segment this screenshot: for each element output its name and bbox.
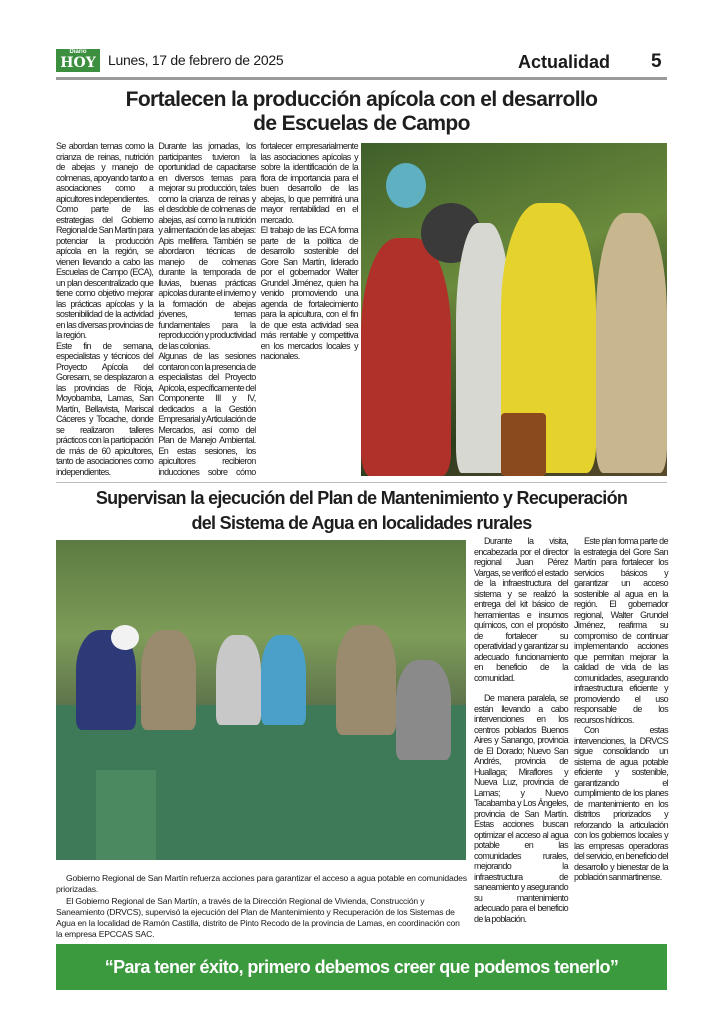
photo-caption (56, 873, 468, 941)
headline-line: del Sistema de Agua en localidades rurales (191, 513, 532, 533)
paragraph: Este plan forma parte de la estrategia del Gore San Martín para fortalecer los servicios básicos y garantizar un acceso sostenible al agua en la región. El gobernador regional, Walter Grundel Jiménez, reafirma su compromiso de continuar implementando acciones que permitan mejorar la calidad de vida de las comunidades, asegurando infraestructura eficiente y promoviendo el uso responsable de los recursos hídricos. (574, 536, 668, 725)
lead-paragraph: El Gobierno Regional de San Martín, a través de la Dirección Regional de Vivienda, Construcción y Saneamiento (DRVCS), supervisó la ejecución del Plan de Mantenimiento y Recuperación de los Sistemas de Agua en la localidad de Ramón Castilla, distrito de Pinto Recodo de la provincia de Lamas, en coordinación con la empresa EPCCAS SAC. (56, 895, 460, 940)
article2-headline (56, 486, 667, 536)
paragraph: Este fin de semana, especialistas y técnicos del Proyecto Apícola del Goresam, se desplazaron a las provincias de Rioja, Moyobamba, Lamas, San Martín, Bellavista, Mariscal Cáceres y Tocache, donde se realizaron talleres prácticos con la participación de más de 60 apicultores, tanto de asociaciones como independientes. (56, 340, 154, 477)
paragraph: Se abordan temas como la crianza de reinas, nutrición de abejas y manejo de colmenas, apoyando tanto a asociaciones como a apicultores independientes. (56, 141, 154, 204)
issue-date: Lunes, 17 de febrero de 2025 (108, 52, 284, 68)
caption-text: Gobierno Regional de San Martín refuerza acciones para garantizar el acceso a agua potable en comunidades priorizadas. (56, 873, 467, 895)
article2-body (474, 536, 668, 941)
article1-headline (56, 88, 667, 136)
logo-big-text: HOY (60, 55, 96, 71)
paragraph: De manera paralela, se están llevando a cabo intervenciones en los centros poblados Buenos Aires y Sanango, provincia de El Dorado; Nuevo San Andrés, provincia de Huallaga; Miraflores y Nueva Luz, provincia de Lamas; y Nuevo Tacabamba y Los Ángeles, provincia de San Martín. Estas acciones buscan optimizar el acceso al agua potable en las comunidades rurales, mejorando la infraestructura de saneamiento y asegurando su mantenimiento adecuado para el beneficio de la población. (474, 693, 568, 924)
section-name: Actualidad (518, 52, 611, 72)
paragraph: Durante la visita, encabezada por el director regional Juan Pérez Vargas, se verificó el estado de la infraestructura del sistema y se realizó la entrega del kit básico de herramientas e insumos químicos, con el propósito de fortalecer su operatividad y garantizar su adecuado funcionamiento en beneficio de la comunidad. (474, 536, 568, 683)
quote-banner: “Para tener éxito, primero debemos creer que podemos tenerlo” (56, 944, 667, 990)
headline-line: de Escuelas de Campo (253, 112, 470, 135)
headline-line: Supervisan la ejecución del Plan de Mantenimiento y Recuperación (95, 488, 628, 508)
paragraph: Con estas intervenciones, la DRVCS sigue consolidando un sistema de agua potable eficiente y sostenible, garantizando el cumplimiento de los planes de mantenimiento en los distritos priorizados y reforzando la articulación con los gobiernos locales y las empresas operadoras del servicio, en beneficio del desarrollo y bienestar de la población sanmartinense. (574, 725, 668, 882)
water-tank-inspection-photo (56, 540, 466, 860)
headline-line: Fortalecen la producción apícola con el desarrollo (125, 88, 598, 111)
newspaper-logo (56, 49, 100, 72)
article1-body (56, 141, 358, 479)
header-rule (56, 77, 667, 80)
paragraph: Durante las jornadas, los participantes tuvieron la oportunidad de capacitarse en diversos temas para mejorar su producción, tales como la crianza de reinas y el desdoble de colmenas de abejas, así como la nutrición y alimentación de las abejas: Apis mellifera. También se abordaron técnicas de manejo de colmenas durante la temporada de lluvias, buenas prácticas apícolas durante el invierno y la formación de abejas jóvenes, temas fundamentales para la reproducción y productividad de las colonias. (158, 141, 256, 351)
logo-small-text: Diario (69, 49, 87, 55)
article-divider (56, 482, 667, 483)
page-number: 5 (651, 51, 662, 72)
beekeepers-photo (361, 143, 667, 476)
paragraph: Como parte de las estrategias del Gobierno Regional de San Martín para potenciar la producción apícola en la región, se vienen llevando a cabo las Escuelas de Campo (ECA), un plan descentralizado que tiene como objetivo mejorar las prácticas apícolas y la sostenibilidad de la actividad en las diversas provincias de la región. (56, 204, 154, 340)
paragraph: El trabajo de las ECA forma parte de la política de desarrollo sostenible del Gore San Martín, liderado por el gobernador Walter Grundel Jiménez, quien ha venido promoviendo una agenda de fortalecimiento para la apicultura, con el fin de que esta actividad sea más rentable y competitiva en los mercados locales y nacionales. (260, 225, 358, 361)
paragraph: Algunas de las sesiones contaron con la presencia de especialistas del Proyecto Apícola, específicamente del Componente III y IV, dedicados a la Gestión Empresarial y Articulación de Mercados, así como del Plan de Manejo Ambiental. En estas sesiones, los apicultores recibieron inducciones sobre cómo fortalecer empresarialmente las asociaciones apícolas y sobre la identificación de la flora de importancia para el buen desarrollo de las abejas, lo que permitirá una mayor rentabilidad en el mercado. (158, 141, 358, 477)
